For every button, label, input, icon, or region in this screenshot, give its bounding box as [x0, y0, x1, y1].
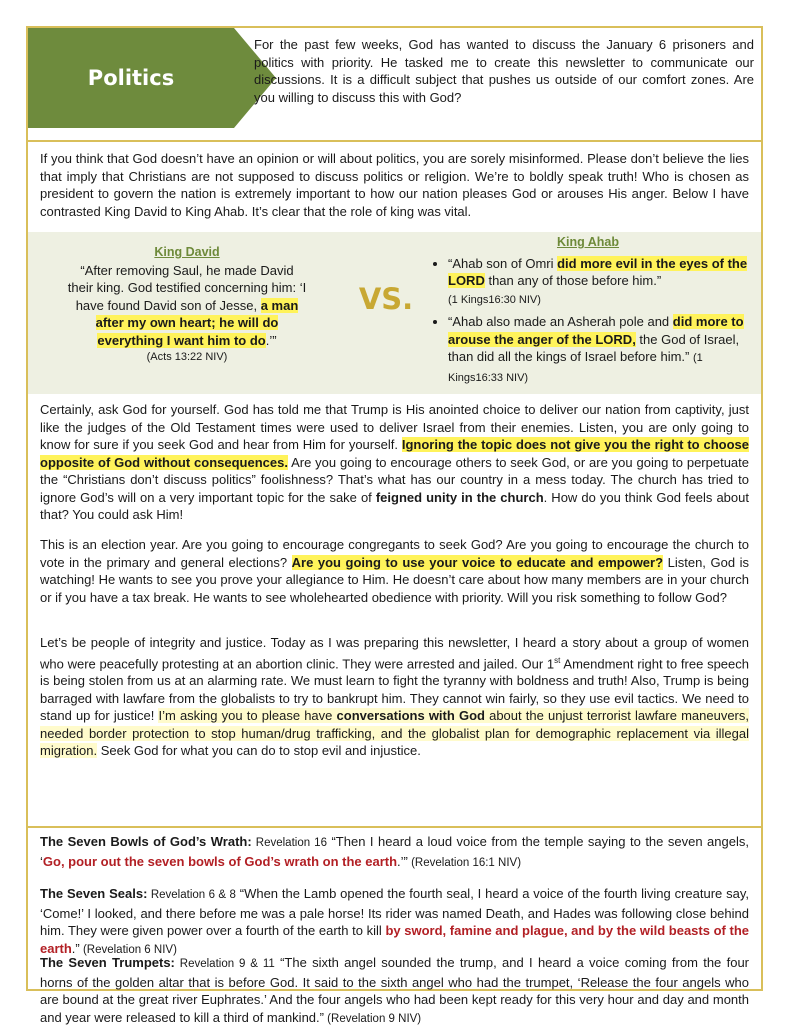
bowls-title: The Seven Bowls of God’s Wrath: [40, 834, 248, 849]
paragraph-opinion: If you think that God doesn’t have an opinion or will about politics, you are sorely misinformed. Please don’t believe the lies that imply that Christians are not supposed to discuss politics or religion. We’re to boldly speak truth! Who is chosen as president to govern the nation is extremely important to how our nation pleases God or arouses His anger. Below I have contrasted King David to King Ahab. It’s clear that the role of king was vital.: [40, 151, 749, 219]
header-section: [28, 28, 761, 138]
seals-reference: (Revelation 6 NIV): [79, 943, 177, 956]
p2-highlight: Ignoring the topic does not give you the right to choose opposite of God without consequences.: [40, 437, 750, 470]
bowls-text-1: “Then I heard a loud voice from the temple saying to the seven angels, ‘: [40, 834, 749, 869]
p4-text-2: Amendment right to free speech is being stolen from us at an alarming rate. We must learn to fight the tyranny with boldness and truth! Also, Trump is being barraged with lawfare from the globalists to try to bankrupt him. They cannot win fairly, so they use evil tactics. We need to stand up for justice!: [40, 655, 749, 724]
banner-title: Politics: [87, 66, 175, 90]
paragraph-ask-god: [40, 401, 749, 524]
david-quote-end: .’”: [265, 332, 277, 348]
politics-banner: [28, 28, 276, 128]
ahab-bullet-1: [448, 255, 748, 310]
bowls-text-2: .’”: [397, 853, 408, 869]
p2-text-2: Are you going to encourage others to seek God, or are you going to perpetuate the “Christians don’t discuss politics” foolishness? That’s what has our country in a mess today. The church has tried to ignore God’s will on a very important topic for the sake of: [40, 454, 749, 505]
seals-text-1: “When the Lamb opened the fourth seal, I heard a voice of the fourth living creature say, ‘Come!’ I looked, and there before me was a pale horse! Its rider was named Death, and Hades was following close behind him. They were given power over a fourth of the earth to kill: [40, 886, 749, 938]
p4-superscript: st: [554, 655, 561, 665]
trumpets-title: The Seven Trumpets:: [40, 955, 175, 970]
king-david-heading: King David: [154, 245, 220, 259]
trumpets-reference: (Revelation 9 NIV): [323, 1012, 422, 1025]
bowls-ref-intro: Revelation 16: [251, 837, 327, 849]
p4-text-3: Seek God for what you can do to stop evil and injustice.: [97, 743, 421, 759]
bowls-red-text: Go, pour out the seven bowls of God’s wrath on the earth: [42, 853, 398, 869]
king-ahab-list: [428, 255, 748, 388]
versus-label: VS.: [358, 282, 414, 316]
p3-text-2: Listen, God is watching! He wants to see you prove your allegiance to Him. He doesn’t care about how many members are in your church or if you have a tax break. He wants to see wholehearted obedience with priority. Will you risk something to follow God?: [40, 554, 749, 605]
seven-seals-entry: [40, 885, 749, 959]
p2-bold: feigned unity in the church: [375, 489, 544, 505]
p4-highlight-2: about the unjust terrorist lawfare maneuvers, needed border protection to stop human/drug trafficking, and the globalist plan for demographic replacement via illegal migration.: [40, 708, 749, 759]
king-comparison: [28, 232, 761, 394]
page-frame: [26, 26, 763, 1025]
king-david-quote: [66, 262, 308, 350]
judgments-divider: [28, 826, 761, 828]
trumpets-ref-intro: Revelation 9 & 11: [174, 958, 275, 970]
p2-text-1: Certainly, ask God for yourself. God has told me that Trump is His anointed choice to deliver our nation from captivity, just like the judges of the Old Testament times were used to deliver Israel from their enemies. Listen, you are only going to know for sure if you seek God and hear from Him for yourself.: [40, 402, 749, 452]
ahab-bullet-1-highlight: did more evil in the eyes of the LORD: [448, 255, 748, 288]
bowls-reference: (Revelation 16:1 NIV): [407, 856, 522, 869]
king-ahab-heading: King Ahab: [556, 235, 620, 249]
ahab-bullet-1-reference: (1 Kings16:30 NIV): [448, 293, 541, 306]
david-quote-highlight: a man after my own heart; he will do everything I want him to do: [95, 297, 299, 348]
p3-text-1: This is an election year. Are you going to encourage congregants to seek God? Are you going to encourage the church to vote in the primary and general elections?: [40, 537, 749, 570]
ahab-bullet-2-text: “Ahab also made an Asherah pole and: [448, 314, 673, 329]
paragraph-election-year: [40, 536, 749, 606]
ahab-bullet-2-reference: (1 Kings16:33 NIV): [448, 352, 703, 384]
intro-text: For the past few weeks, God has wanted to discuss the January 6 prisoners and politics with priority. He tasked me to create this newsletter to communicate our discussions. It is a difficult subject that pushes us outside of our comfort zones. Are you willing to discuss this with God?: [254, 37, 754, 105]
ahab-bullet-1-end: than any of those before him.”: [484, 273, 662, 288]
king-david-reference: (Acts 13:22 NIV): [146, 351, 228, 363]
bowls-colon: :: [247, 834, 252, 849]
p4-text-1: Let’s be people of integrity and justice. Today as I was preparing this newsletter, I heard a story about a group of women who were peacefully protesting at an abortion clinic. They were arrested and jailed. Our 1: [40, 635, 749, 671]
p2-text-3: . How do you think God feels about that? You could ask Him!: [40, 489, 749, 522]
seven-bowls-entry: [40, 833, 749, 872]
seals-text-2: .”: [71, 940, 80, 956]
seven-trumpets-entry: [40, 954, 749, 1028]
p3-highlight: Are you going to use your voice to educate and empower?: [291, 554, 664, 570]
ahab-bullet-1-text: “Ahab son of Omri: [448, 255, 558, 271]
p4-highlight-bold: conversations with God: [336, 708, 485, 724]
king-ahab-column: [428, 234, 748, 391]
ahab-bullet-2-end: the God of Israel, than did all the kings of Israel before him.”: [448, 331, 740, 364]
seals-title: The Seven Seals:: [40, 886, 148, 901]
david-quote-text: “After removing Saul, he made David their king. God testified concerning him: ‘I have found David son of Jesse,: [67, 262, 307, 313]
seals-red-text: by sword, famine and plague, and by the wild beasts of the earth: [40, 923, 750, 956]
seals-ref-intro: Revelation 6 & 8: [147, 889, 236, 901]
ahab-bullet-2-highlight: did more to arouse the anger of the LORD,: [448, 314, 744, 347]
p4-highlight-1: I’m asking you to please have: [158, 708, 337, 724]
paragraph-integrity-justice: [40, 634, 749, 760]
king-david-column: [66, 244, 308, 367]
ahab-bullet-2: [448, 313, 748, 387]
trumpets-text-1: “The sixth angel sounded the trump, and I heard a voice coming from the four horns of the golden altar that is before God. It said to the sixth angel who had the trumpet, ‘Release the four angels who are bound at the great river Euphrates.’ And the four angels who had been kept ready for this very hour and day and month and year were released to kill a third of mankind.”: [40, 955, 750, 1025]
header-divider: [28, 140, 761, 142]
